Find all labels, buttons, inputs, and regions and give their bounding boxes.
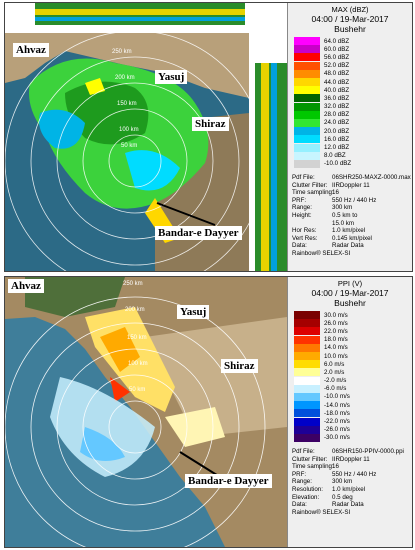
metadata-block: [292, 174, 412, 258]
legend-value: 32.0 dBZ: [324, 103, 350, 111]
metadata-value: 550 Hz / 440 Hz: [332, 196, 377, 204]
site-name: Bushehr: [334, 24, 366, 34]
legend-swatch: [294, 336, 320, 344]
legend-swatch: [294, 62, 320, 70]
legend-value: 26.0 m/s: [324, 319, 348, 327]
metadata-value: 06SHR150-PPIV-0000.ppi: [332, 448, 404, 455]
city-label-shiraz: Shiraz: [221, 359, 258, 373]
metadata-row: [292, 220, 412, 228]
legend-value: 2.0 m/s: [324, 368, 345, 376]
metadata-key: Pdf File:: [292, 448, 315, 455]
legend-value: 64.0 dBZ: [324, 37, 350, 45]
city-label-yasuj: Yasuj: [155, 70, 187, 84]
metadata-row: [292, 197, 412, 205]
legend-swatch: [294, 70, 320, 78]
legend-value: 28.0 dBZ: [324, 111, 350, 119]
legend-swatch: [294, 86, 320, 94]
legend-row: [294, 311, 412, 319]
legend-value: 6.0 m/s: [324, 360, 345, 368]
legend-row: [294, 401, 412, 409]
metadata-value: IIRDoppler 11: [332, 181, 370, 189]
metadata-row: [292, 463, 412, 471]
metadata-row: [292, 478, 412, 486]
metadata-key: Vert Res:: [292, 234, 318, 242]
city-label-shiraz: Shiraz: [192, 117, 229, 131]
legend-swatch: [294, 368, 320, 376]
legend-swatch: [294, 152, 320, 160]
legend-swatch: [294, 434, 320, 442]
metadata-row: [292, 182, 412, 190]
legend-row: [294, 143, 412, 151]
metadata-value: 0.5 km to: [332, 211, 358, 219]
metadata-row: [292, 189, 412, 197]
legend-value: 22.0 m/s: [324, 327, 348, 335]
legend-value: 18.0 m/s: [324, 336, 348, 344]
legend-swatch: [294, 144, 320, 152]
legend-value: 44.0 dBZ: [324, 78, 350, 86]
metadata-key: Clutter Filter:: [292, 455, 328, 463]
metadata-row: [292, 494, 412, 502]
legend-swatch: [294, 360, 320, 368]
ring-label-100: 100 km: [128, 361, 148, 367]
legend-value: -6.0 m/s: [324, 385, 347, 393]
legend-swatch: [294, 103, 320, 111]
legend-value: 16.0 dBZ: [324, 135, 350, 143]
legend-value: 56.0 dBZ: [324, 53, 350, 61]
legend-swatch: [294, 111, 320, 119]
panel-max-reflectivity: [4, 2, 413, 272]
color-legend: [294, 311, 412, 442]
metadata-key: Hor Res:: [292, 227, 317, 235]
metadata-key: Range:: [292, 478, 312, 486]
ring-label-200: 200 km: [115, 75, 135, 81]
metadata-row: [292, 501, 412, 509]
legend-value: -26.0 m/s: [324, 426, 350, 434]
legend-row: [294, 127, 412, 135]
metadata-value: Radar Data: [332, 501, 364, 509]
legend-swatch: [294, 119, 320, 127]
metadata-value: 06SHR250-MAXZ-0000.max: [332, 174, 411, 181]
metadata-value: Radar Data: [332, 242, 364, 250]
legend-row: [294, 135, 412, 143]
legend-swatch: [294, 409, 320, 417]
timestamp: 04:00 / 19-Mar-2017: [311, 14, 389, 24]
metadata-key: Rainbow® SELEX-SI: [292, 508, 351, 516]
metadata-key: PRF:: [292, 196, 307, 204]
metadata-row: [292, 242, 412, 250]
legend-swatch: [294, 319, 320, 327]
legend-sidebar: [287, 277, 412, 547]
ring-label-150: 150 km: [127, 335, 147, 341]
metadata-value: IIRDoppler 11: [332, 455, 370, 463]
legend-swatch: [294, 344, 320, 352]
legend-value: -18.0 m/s: [324, 409, 350, 417]
metadata-value: 0.145 km/pixel: [332, 234, 372, 242]
legend-swatch: [294, 385, 320, 393]
metadata-value: 15.0 km: [332, 219, 355, 227]
legend-swatch: [294, 37, 320, 45]
metadata-value: 1.0 km/pixel: [332, 227, 366, 235]
legend-value: -10.0 dBZ: [324, 160, 352, 168]
metadata-value: 1.0 km/pixel: [332, 485, 366, 493]
metadata-row: [292, 509, 412, 517]
legend-swatch: [294, 327, 320, 335]
legend-value: 8.0 dBZ: [324, 152, 346, 160]
city-label-yasuj: Yasuj: [177, 305, 209, 319]
ring-label-100: 100 km: [119, 127, 139, 133]
legend-row: [294, 53, 412, 61]
metadata-row: [292, 212, 412, 220]
legend-row: [294, 45, 412, 53]
legend-swatch: [294, 127, 320, 135]
metadata-value: 300 km: [332, 204, 353, 212]
site-name: Bushehr: [334, 298, 366, 308]
legend-row: [294, 360, 412, 368]
legend-value: 14.0 m/s: [324, 344, 348, 352]
legend-swatch: [294, 94, 320, 102]
legend-row: [294, 385, 412, 393]
metadata-key: Rainbow® SELEX-SI: [292, 249, 351, 257]
metadata-row: [292, 174, 412, 182]
legend-swatch: [294, 311, 320, 319]
legend-row: [294, 393, 412, 401]
legend-value: 10.0 m/s: [324, 352, 348, 360]
metadata-block: [292, 448, 412, 516]
legend-value: 40.0 dBZ: [324, 86, 350, 94]
legend-swatch: [294, 418, 320, 426]
legend-row: [294, 78, 412, 86]
metadata-key: [292, 220, 332, 228]
metadata-row: [292, 448, 412, 456]
legend-value: 36.0 dBZ: [324, 94, 350, 102]
ring-label-200: 200 km: [125, 307, 145, 313]
legend-row: [294, 352, 412, 360]
legend-row: [294, 119, 412, 127]
metadata-key: Height:: [292, 211, 312, 219]
metadata-key: Data:: [292, 242, 307, 250]
legend-swatch: [294, 401, 320, 409]
metadata-key: Elevation:: [292, 493, 320, 501]
metadata-row: [292, 250, 412, 258]
legend-value: 12.0 dBZ: [324, 144, 350, 152]
metadata-value: 16: [332, 189, 339, 197]
legend-value: -14.0 m/s: [324, 401, 350, 409]
city-label-bandar-e-dayyer: Bandar-e Dayyer: [185, 474, 272, 488]
legend-row: [294, 319, 412, 327]
legend-row: [294, 409, 412, 417]
metadata-row: [292, 235, 412, 243]
metadata-key: PRF:: [292, 470, 307, 478]
city-label-bandar-e-dayyer: Bandar-e Dayyer: [155, 226, 242, 240]
legend-row: [294, 37, 412, 45]
ring-label-250: 250 km: [112, 49, 132, 55]
legend-row: [294, 70, 412, 78]
legend-row: [294, 368, 412, 376]
product-name: MAX (dBZ): [331, 5, 369, 14]
legend-value: -22.0 m/s: [324, 418, 350, 426]
metadata-key: Range:: [292, 204, 312, 212]
legend-swatch: [294, 377, 320, 385]
legend-sidebar: [287, 3, 412, 271]
metadata-value: 300 km: [332, 478, 353, 486]
metadata-row: [292, 471, 412, 479]
legend-swatch: [294, 160, 320, 168]
legend-row: [294, 434, 412, 442]
legend-row: [294, 111, 412, 119]
legend-row: [294, 426, 412, 434]
legend-row: [294, 327, 412, 335]
legend-swatch: [294, 53, 320, 61]
legend-row: [294, 417, 412, 425]
color-legend: [294, 37, 412, 168]
metadata-row: [292, 456, 412, 464]
legend-row: [294, 377, 412, 385]
legend-row: [294, 152, 412, 160]
legend-value: 48.0 dBZ: [324, 70, 350, 78]
metadata-value: 0.5 deg: [332, 493, 353, 501]
legend-swatch: [294, 135, 320, 143]
legend-swatch: [294, 45, 320, 53]
metadata-key: Resolution:: [292, 485, 323, 493]
metadata-row: [292, 486, 412, 494]
ppi-velocity-map: [5, 277, 287, 547]
legend-value: 52.0 dBZ: [324, 62, 350, 70]
legend-value: 30.0 m/s: [324, 311, 348, 319]
legend-value: 24.0 dBZ: [324, 119, 350, 127]
product-name: PPI (V): [337, 279, 363, 288]
legend-swatch: [294, 78, 320, 86]
legend-value: 60.0 dBZ: [324, 45, 350, 53]
metadata-value: 550 Hz / 440 Hz: [332, 470, 377, 478]
legend-value: -2.0 m/s: [324, 377, 347, 385]
legend-row: [294, 94, 412, 102]
metadata-row: [292, 227, 412, 235]
legend-row: [294, 62, 412, 70]
metadata-key: Pdf File:: [292, 174, 315, 181]
city-label-ahvaz: Ahvaz: [8, 279, 44, 293]
legend-row: [294, 103, 412, 111]
metadata-key: Time sampling:: [292, 189, 334, 197]
legend-value: -30.0 m/s: [324, 434, 350, 442]
ring-label-150: 150 km: [117, 101, 137, 107]
ring-label-50: 50 km: [129, 387, 146, 393]
metadata-key: Time sampling:: [292, 463, 334, 471]
ring-label-50: 50 km: [121, 143, 138, 149]
city-label-ahvaz: Ahvaz: [13, 43, 49, 57]
legend-row: [294, 336, 412, 344]
legend-row: [294, 344, 412, 352]
legend-row: [294, 86, 412, 94]
legend-swatch: [294, 393, 320, 401]
panel-ppi-velocity: [4, 276, 413, 548]
timestamp: 04:00 / 19-Mar-2017: [311, 288, 389, 298]
legend-swatch: [294, 352, 320, 360]
metadata-key: Data:: [292, 501, 307, 509]
legend-value: 20.0 dBZ: [324, 127, 350, 135]
metadata-key: Clutter Filter:: [292, 181, 328, 189]
legend-value: -10.0 m/s: [324, 393, 350, 401]
metadata-row: [292, 204, 412, 212]
legend-row: [294, 160, 412, 168]
ring-label-250: 250 km: [123, 281, 143, 287]
metadata-value: 16: [332, 463, 339, 471]
legend-swatch: [294, 426, 320, 434]
